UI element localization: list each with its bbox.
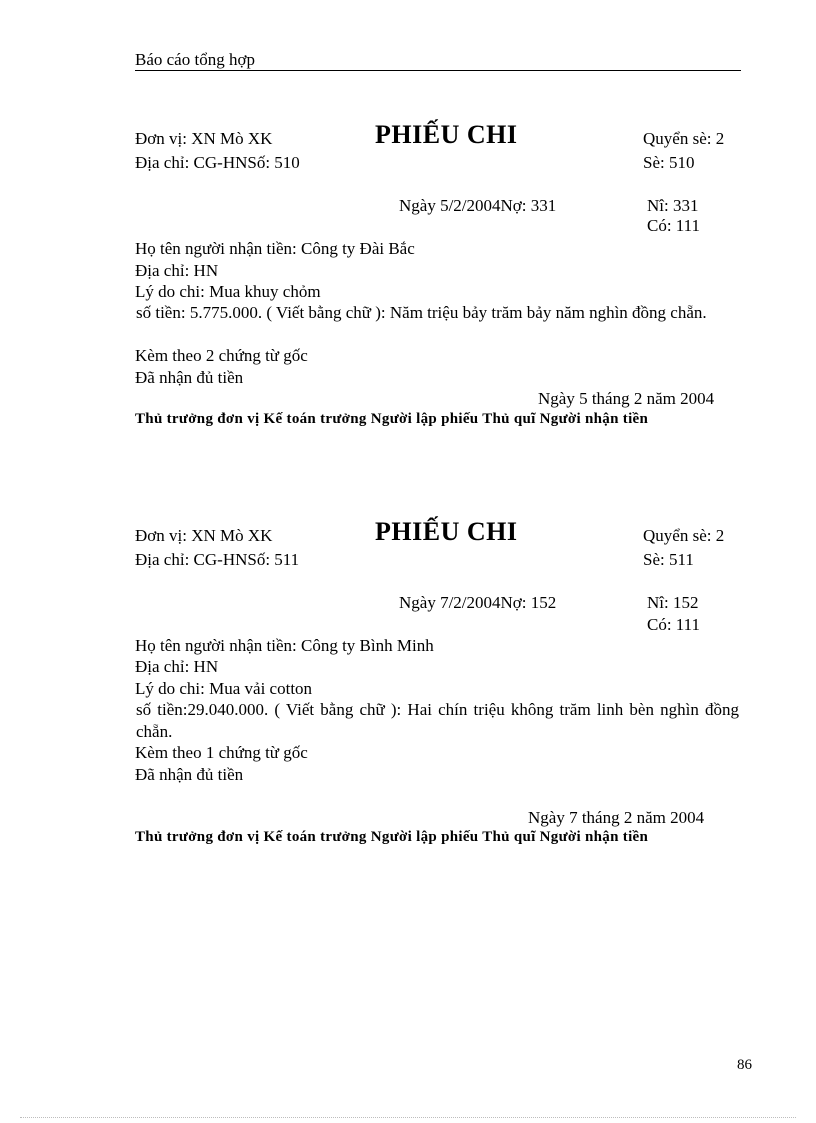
header-divider: [135, 70, 741, 71]
slip-address: Địa chỉ: CG-HNSố: 510: [135, 153, 300, 172]
slip-received: Đã nhận đủ tiền: [135, 368, 244, 387]
slip-received: Đã nhận đủ tiền: [135, 765, 244, 784]
slip-number: Sè: 511: [643, 550, 694, 569]
slip-signatures: Thủ trưởng đơn vị Kế toán trưởng Người lập phiếu Thủ quĩ Người nhận tiền: [135, 411, 649, 427]
slip-credit: Có: 111: [647, 216, 701, 235]
page-number: 86: [737, 1057, 752, 1073]
slip-amount: số tiền: 5.775.000. ( Viết bằng chữ ): Năm triệu bảy trăm bảy năm nghìn đồng chẵn.: [136, 303, 707, 322]
slip-unit: Đơn vị: XN Mò XK: [135, 526, 273, 545]
report-header-title: Báo cáo tổng hợp: [135, 50, 255, 69]
slip-number: Sè: 510: [643, 153, 695, 172]
slip-amount: số tiền:29.040.000. ( Viết bằng chữ ): Hai chín triệu không trăm linh bèn nghìn đồng chẵn.: [136, 700, 739, 741]
slip-attached: Kèm theo 2 chứng từ gốc: [135, 346, 308, 365]
slip-sign-date: Ngày 5 tháng 2 năm 2004: [538, 389, 715, 408]
slip-book: Quyển sè: 2: [643, 129, 725, 148]
slip-book: Quyển sè: 2: [643, 526, 725, 545]
slip-payee: Họ tên người nhận tiền: Công ty Đài Bắc: [135, 239, 415, 258]
slip-reason: Lý do chi: Mua vải cotton: [135, 679, 313, 698]
slip-debit: Nî: 331: [647, 196, 699, 215]
slip-title: PHIẾU CHI: [375, 517, 518, 546]
slip-sign-date: Ngày 7 tháng 2 năm 2004: [528, 808, 705, 827]
slip-reason: Lý do chi: Mua khuy chỏm: [135, 282, 321, 301]
slip-credit: Có: 111: [647, 615, 701, 634]
slip-date-debit: Ngày 5/2/2004Nợ: 331: [399, 196, 557, 215]
slip-payee-address: Địa chỉ: HN: [135, 261, 219, 280]
slip-address: Địa chỉ: CG-HNSố: 511: [135, 550, 300, 569]
slip-debit: Nî: 152: [647, 593, 699, 612]
page-bottom-border: [20, 1117, 796, 1118]
slip-payee: Họ tên người nhận tiền: Công ty Bình Minh: [135, 636, 434, 655]
slip-payee-address: Địa chỉ: HN: [135, 657, 219, 676]
slip-unit: Đơn vị: XN Mò XK: [135, 129, 273, 148]
slip-attached: Kèm theo 1 chứng từ gốc: [135, 743, 308, 762]
slip-title: PHIẾU CHI: [375, 120, 518, 149]
slip-date-debit: Ngày 7/2/2004Nợ: 152: [399, 593, 557, 612]
slip-signatures: Thủ trưởng đơn vị Kế toán trưởng Người lập phiếu Thủ quĩ Người nhận tiền: [135, 829, 649, 845]
